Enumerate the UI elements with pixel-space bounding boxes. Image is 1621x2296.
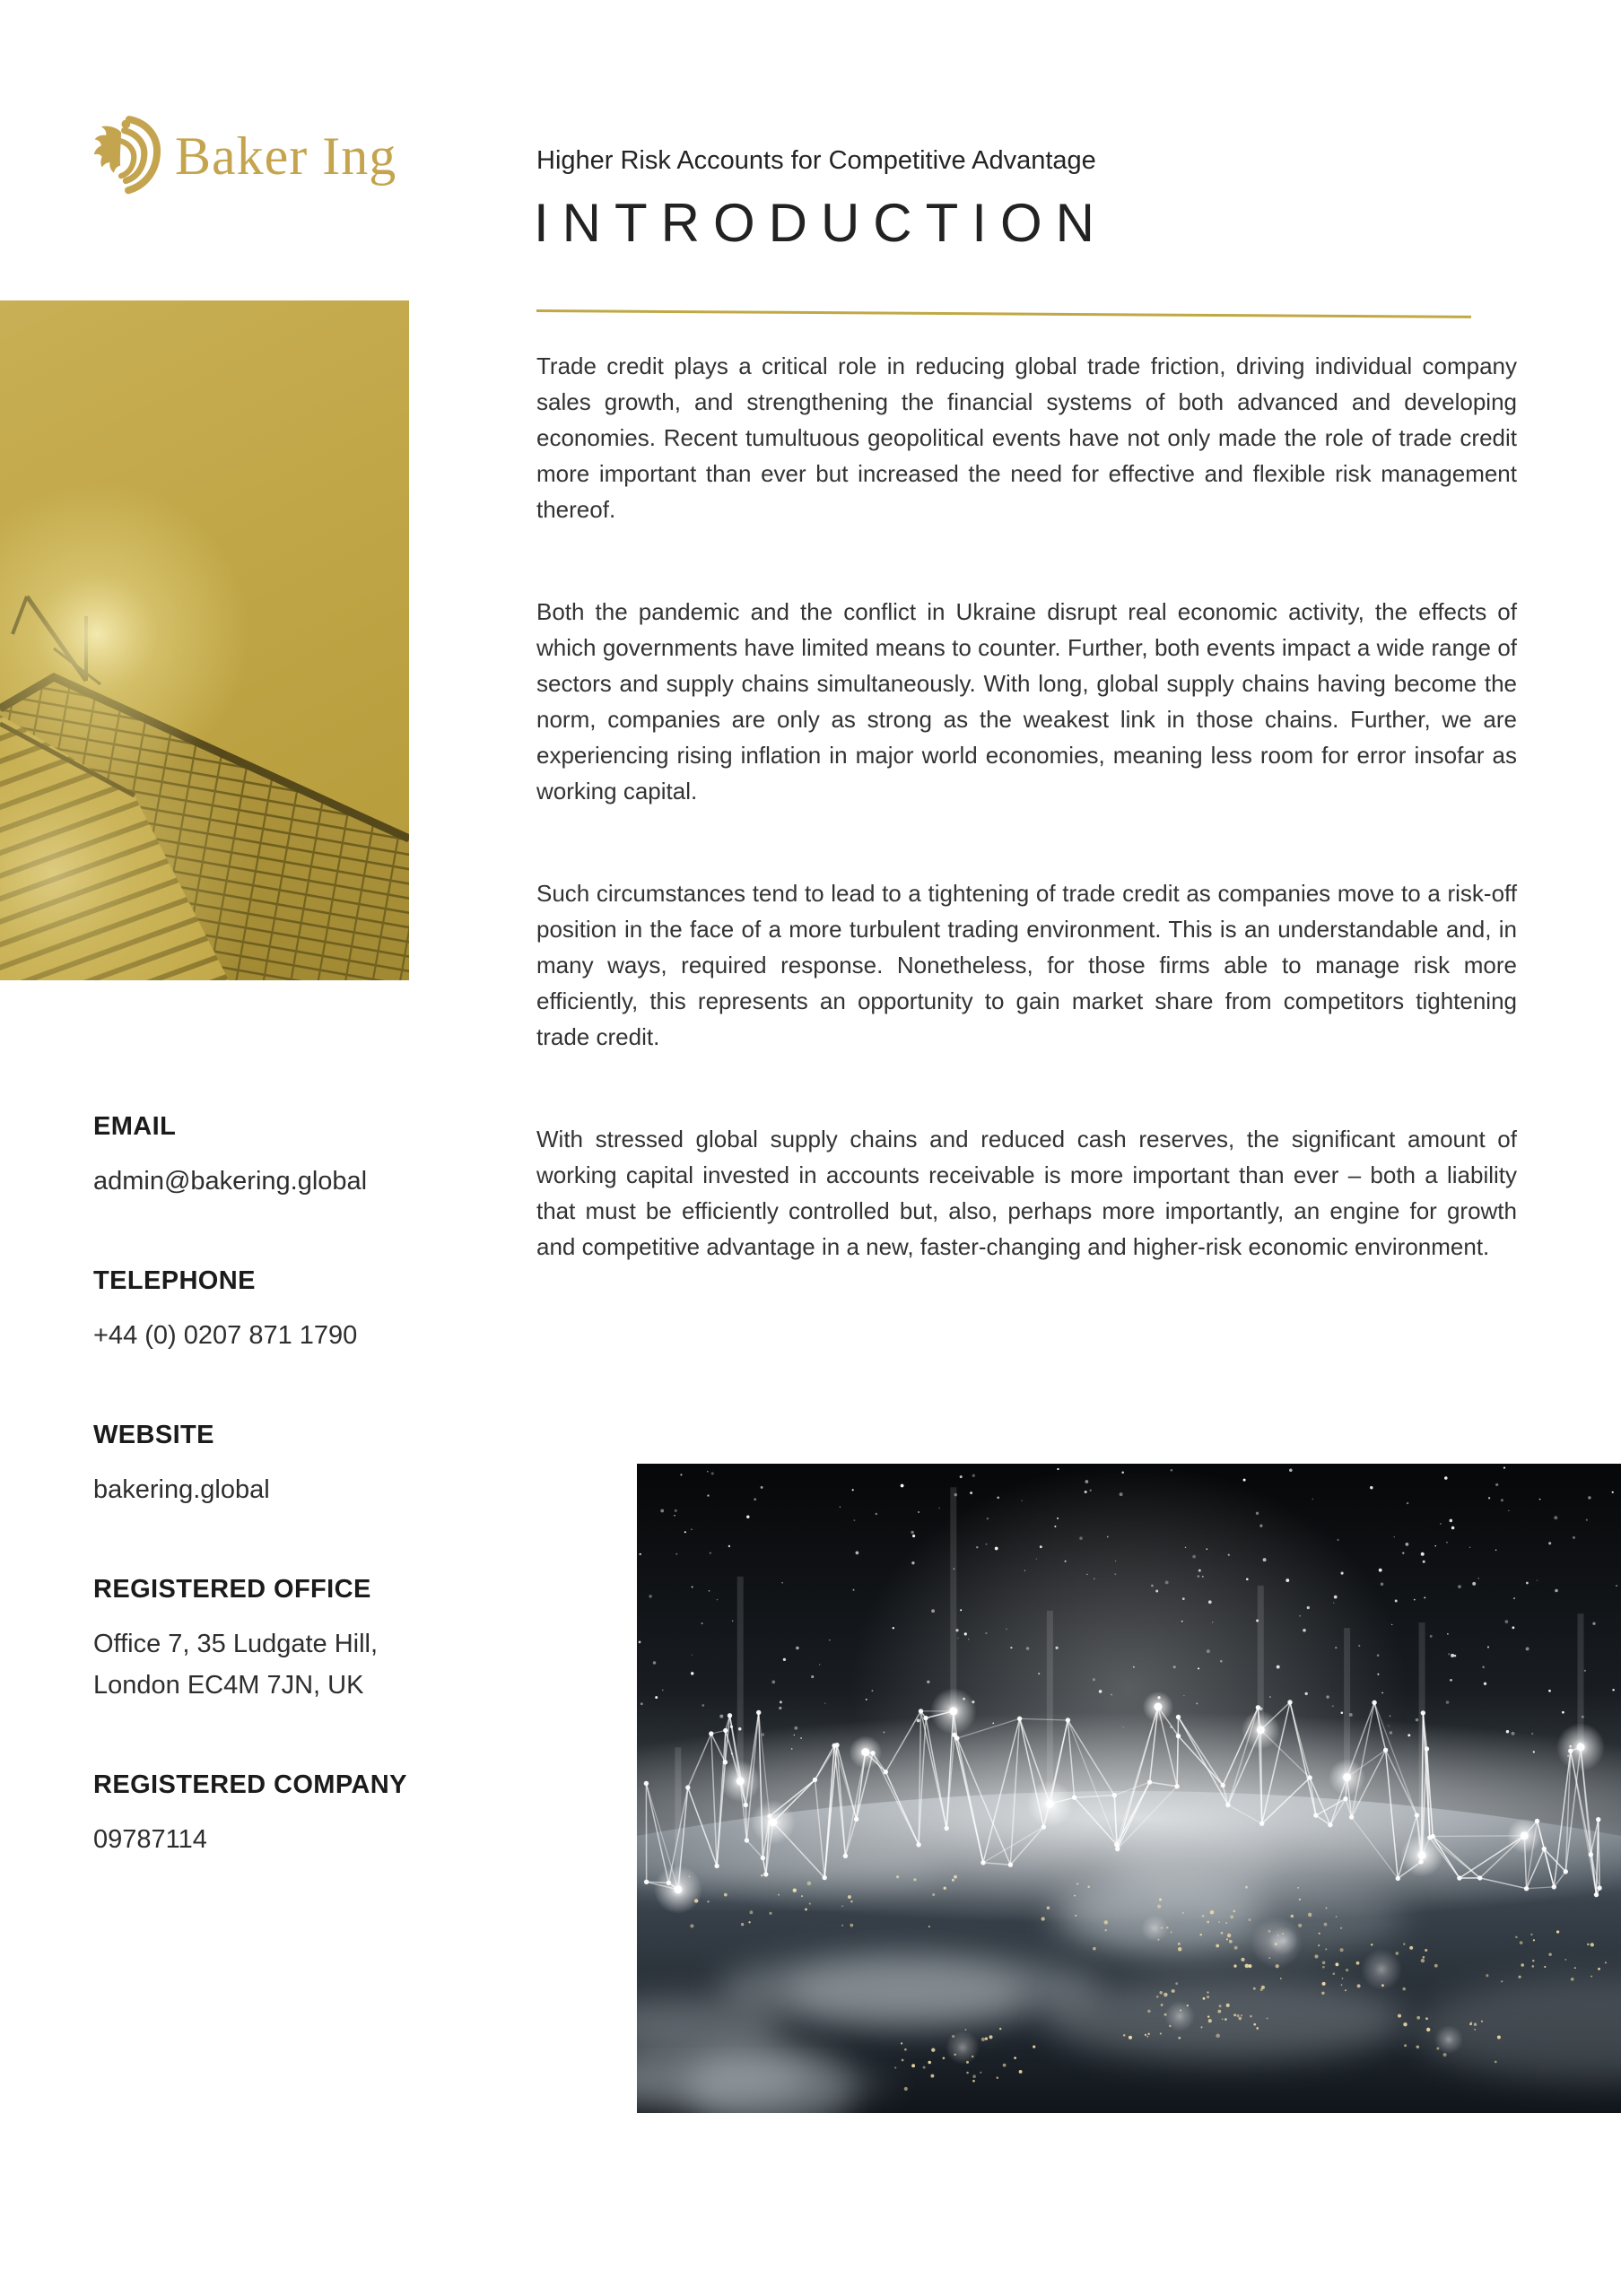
gold-divider [536,309,1471,317]
paragraph-3: Such circumstances tend to lead to a tightening of trade credit as companies move to a risk-off position in the face of a more turbulent trading environment. This is an understandable and, in many ways, required response. Nonetheless, for those firms able to manage risk more efficiently, this represents an opportunity to gain market share from competitors tightening trade credit. [536,880,1517,1050]
paragraph-2: Both the pandemic and the conflict in Ukraine disrupt real economic activity, the effects of which governments have limited means to counter. Further, both events impact a wide range of sectors and supply chains simultaneously. With long, global supply chains having become the norm, companies are only as strong as the weakest link in those chains. Further, we are experiencing rising inflation in major world economies, meaning less room for error insofar as working capital. [536,598,1517,804]
email-label: EMAIL [93,1112,177,1141]
lion-icon [92,113,164,199]
contact-info [93,1112,452,1925]
contact-group-telephone [93,1266,452,1356]
address-line-2: London EC4M 7JN, UK [93,1671,364,1700]
website-label: WEBSITE [93,1421,214,1449]
paragraph-1: Trade credit plays a critical role in reducing global trade friction, driving individual company sales growth, and strengthening the financial systems of both advanced and developing economies. Recent tumultuous geopolitical events have not only made the role of trade credit more important than ever but increased the need for effective and flexible risk management thereof. [536,352,1517,523]
earth-network-photo [637,1464,1621,2113]
contact-group-registered-company [93,1770,452,1860]
contact-group-email [93,1112,452,1202]
document-subtitle: Higher Risk Accounts for Competitive Advantage [536,146,1096,175]
registered-company-label: REGISTERED COMPANY [93,1770,407,1799]
website-link[interactable]: bakering.global [93,1475,270,1504]
article-body [536,348,1517,1331]
page-title: INTRODUCTION [534,193,1108,253]
contact-group-website [93,1421,452,1510]
brand-logo [92,113,397,199]
registered-company-number: 09787114 [93,1825,207,1854]
telephone-label: TELEPHONE [93,1266,256,1295]
address-line-1: Office 7, 35 Ludgate Hill, [93,1630,379,1658]
email-link[interactable]: admin@bakering.global [93,1167,368,1196]
telephone-number: +44 (0) 0207 871 1790 [93,1321,358,1350]
paragraph-4: With stressed global supply chains and reduced cash reserves, the significant amount of working capital invested in accounts receivable is more important than ever – both a liability that must be efficiently controlled but, also, perhaps more importantly, an engine for growth and competitive advantage in a new, faster-changing and higher-risk economic environment. [536,1126,1517,1260]
registered-office-address [93,1623,452,1706]
brand-wordmark: Baker Ing [175,126,397,186]
building-photo [0,300,409,980]
registered-office-label: REGISTERED OFFICE [93,1575,371,1604]
contact-group-registered-office [93,1575,452,1706]
